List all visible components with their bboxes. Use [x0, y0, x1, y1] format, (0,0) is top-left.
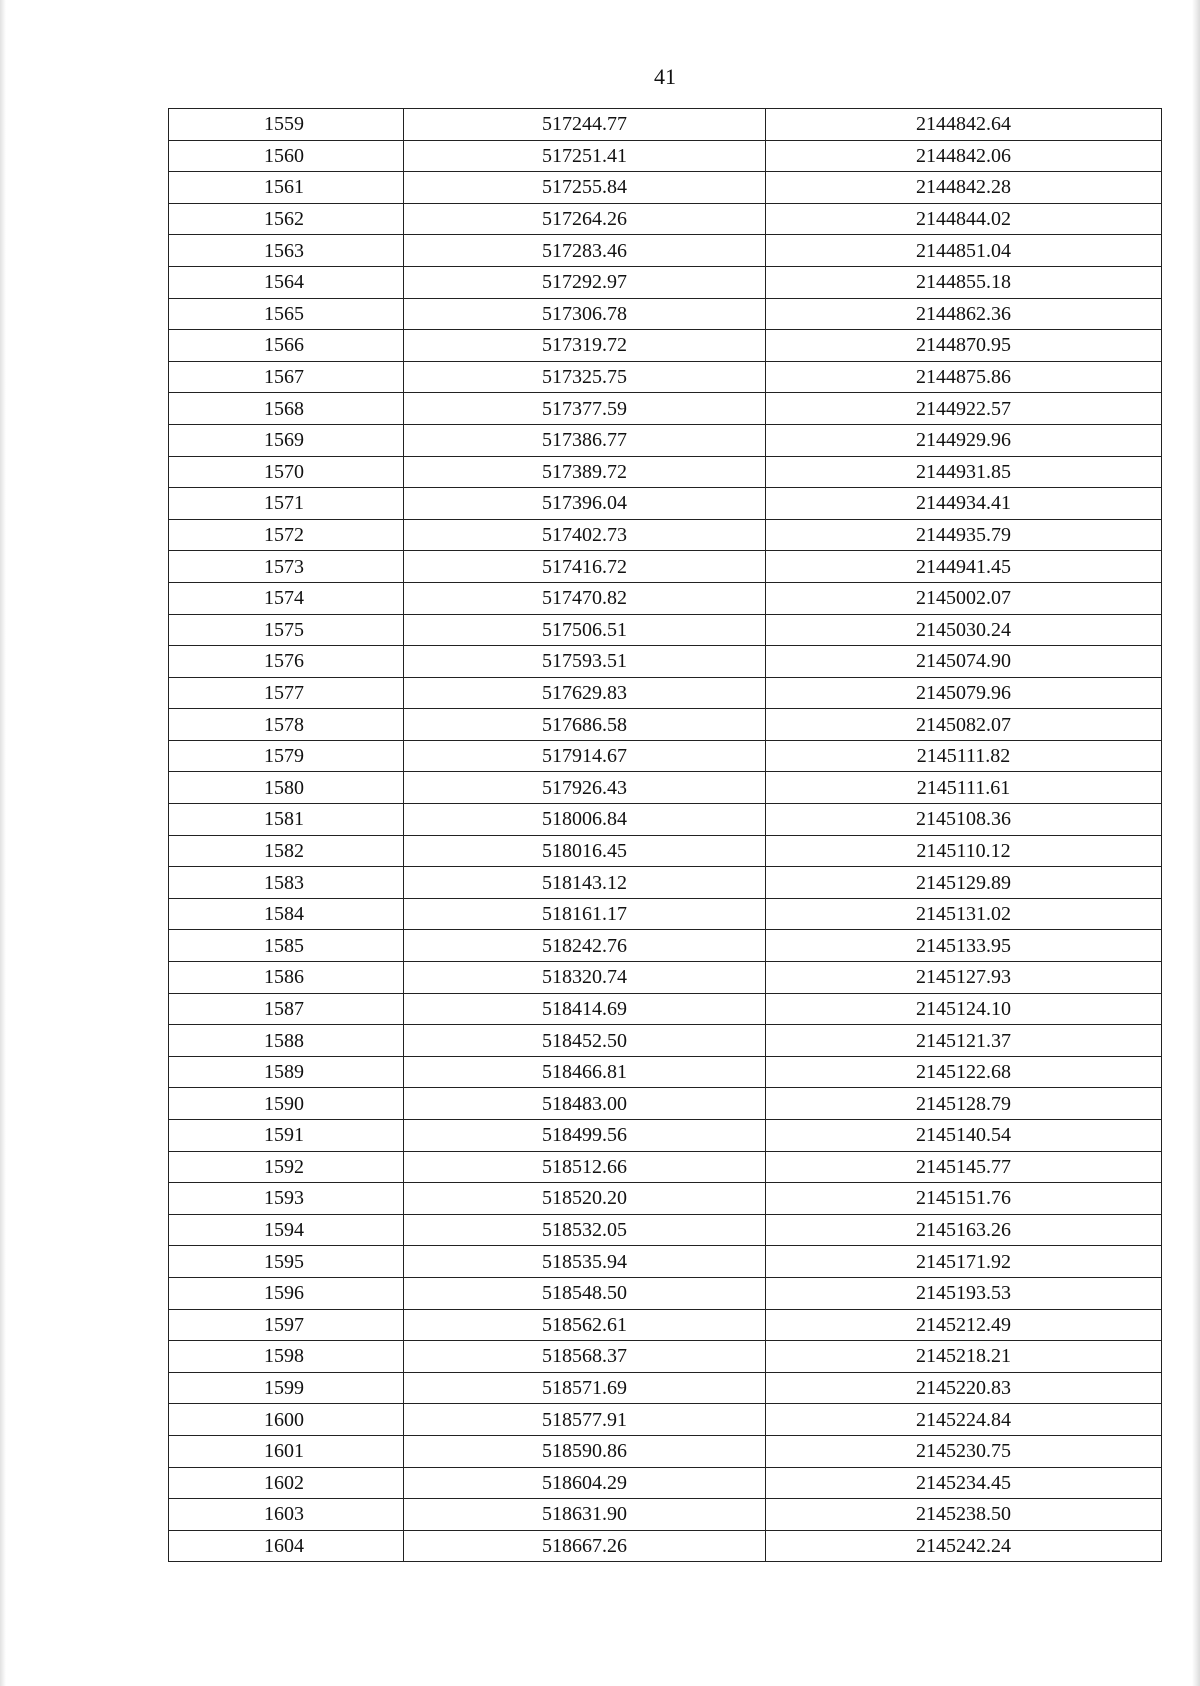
- x-coordinate-cell: 517251.41: [404, 140, 766, 172]
- table-row: [169, 488, 1162, 520]
- table-row: [169, 1151, 1162, 1183]
- point-id-cell: 1601: [169, 1435, 404, 1467]
- page-number: 41: [654, 64, 676, 89]
- x-coordinate-cell: 518016.45: [404, 835, 766, 867]
- point-id-cell: 1577: [169, 677, 404, 709]
- x-coordinate-cell: 518520.20: [404, 1183, 766, 1215]
- y-coordinate-cell: 2145238.50: [766, 1499, 1162, 1531]
- table-row: [169, 1214, 1162, 1246]
- point-id-cell: 1573: [169, 551, 404, 583]
- point-id-cell: 1575: [169, 614, 404, 646]
- y-coordinate-cell: 2145140.54: [766, 1120, 1162, 1152]
- y-coordinate-cell: 2145108.36: [766, 804, 1162, 836]
- y-coordinate-cell: 2145133.95: [766, 930, 1162, 962]
- point-id-cell: 1581: [169, 804, 404, 836]
- y-coordinate-cell: 2144870.95: [766, 330, 1162, 362]
- table-row: [169, 646, 1162, 678]
- y-coordinate-cell: 2145128.79: [766, 1088, 1162, 1120]
- table-row: [169, 867, 1162, 899]
- point-id-cell: 1588: [169, 1025, 404, 1057]
- table-row: [169, 835, 1162, 867]
- point-id-cell: 1572: [169, 519, 404, 551]
- y-coordinate-cell: 2145111.82: [766, 740, 1162, 772]
- y-coordinate-cell: 2144851.04: [766, 235, 1162, 267]
- table-row: [169, 551, 1162, 583]
- y-coordinate-cell: 2144855.18: [766, 266, 1162, 298]
- table-row: [169, 456, 1162, 488]
- y-coordinate-cell: 2144842.64: [766, 109, 1162, 141]
- y-coordinate-cell: 2145079.96: [766, 677, 1162, 709]
- table-row: [169, 1435, 1162, 1467]
- table-row: [169, 1309, 1162, 1341]
- point-id-cell: 1568: [169, 393, 404, 425]
- point-id-cell: 1579: [169, 740, 404, 772]
- table-row: [169, 361, 1162, 393]
- x-coordinate-cell: 518452.50: [404, 1025, 766, 1057]
- table-row: [169, 172, 1162, 204]
- x-coordinate-cell: 517306.78: [404, 298, 766, 330]
- point-id-cell: 1600: [169, 1404, 404, 1436]
- x-coordinate-cell: 518499.56: [404, 1120, 766, 1152]
- y-coordinate-cell: 2145224.84: [766, 1404, 1162, 1436]
- x-coordinate-cell: 517292.97: [404, 266, 766, 298]
- y-coordinate-cell: 2145082.07: [766, 709, 1162, 741]
- point-id-cell: 1567: [169, 361, 404, 393]
- point-id-cell: 1585: [169, 930, 404, 962]
- x-coordinate-cell: 517629.83: [404, 677, 766, 709]
- coordinates-table: [168, 108, 1162, 1562]
- table-row: [169, 393, 1162, 425]
- point-id-cell: 1604: [169, 1530, 404, 1562]
- table-row: [169, 962, 1162, 994]
- y-coordinate-cell: 2145030.24: [766, 614, 1162, 646]
- coordinates-table-container: [168, 108, 1161, 1562]
- x-coordinate-cell: 518006.84: [404, 804, 766, 836]
- point-id-cell: 1576: [169, 646, 404, 678]
- table-row: [169, 1530, 1162, 1562]
- y-coordinate-cell: 2144929.96: [766, 424, 1162, 456]
- y-coordinate-cell: 2145110.12: [766, 835, 1162, 867]
- point-id-cell: 1570: [169, 456, 404, 488]
- table-row: [169, 330, 1162, 362]
- point-id-cell: 1559: [169, 109, 404, 141]
- y-coordinate-cell: 2145145.77: [766, 1151, 1162, 1183]
- table-row: [169, 109, 1162, 141]
- y-coordinate-cell: 2144922.57: [766, 393, 1162, 425]
- x-coordinate-cell: 518590.86: [404, 1435, 766, 1467]
- x-coordinate-cell: 518414.69: [404, 993, 766, 1025]
- y-coordinate-cell: 2144875.86: [766, 361, 1162, 393]
- table-row: [169, 424, 1162, 456]
- point-id-cell: 1593: [169, 1183, 404, 1215]
- x-coordinate-cell: 517470.82: [404, 582, 766, 614]
- x-coordinate-cell: 518535.94: [404, 1246, 766, 1278]
- table-row: [169, 140, 1162, 172]
- x-coordinate-cell: 518562.61: [404, 1309, 766, 1341]
- scan-edge-left: [0, 0, 6, 1686]
- x-coordinate-cell: 517402.73: [404, 519, 766, 551]
- y-coordinate-cell: 2145171.92: [766, 1246, 1162, 1278]
- x-coordinate-cell: 517686.58: [404, 709, 766, 741]
- point-id-cell: 1590: [169, 1088, 404, 1120]
- table-row: [169, 582, 1162, 614]
- y-coordinate-cell: 2145193.53: [766, 1277, 1162, 1309]
- table-row: [169, 614, 1162, 646]
- x-coordinate-cell: 518143.12: [404, 867, 766, 899]
- table-row: [169, 266, 1162, 298]
- point-id-cell: 1560: [169, 140, 404, 172]
- y-coordinate-cell: 2144842.28: [766, 172, 1162, 204]
- y-coordinate-cell: 2145074.90: [766, 646, 1162, 678]
- y-coordinate-cell: 2144862.36: [766, 298, 1162, 330]
- table-row: [169, 993, 1162, 1025]
- y-coordinate-cell: 2145127.93: [766, 962, 1162, 994]
- table-row: [169, 677, 1162, 709]
- x-coordinate-cell: 518568.37: [404, 1341, 766, 1373]
- table-row: [169, 804, 1162, 836]
- y-coordinate-cell: 2145212.49: [766, 1309, 1162, 1341]
- point-id-cell: 1594: [169, 1214, 404, 1246]
- table-row: [169, 930, 1162, 962]
- table-row: [169, 1404, 1162, 1436]
- x-coordinate-cell: 518577.91: [404, 1404, 766, 1436]
- x-coordinate-cell: 517593.51: [404, 646, 766, 678]
- x-coordinate-cell: 517325.75: [404, 361, 766, 393]
- point-id-cell: 1592: [169, 1151, 404, 1183]
- table-row: [169, 1183, 1162, 1215]
- y-coordinate-cell: 2145242.24: [766, 1530, 1162, 1562]
- table-row: [169, 298, 1162, 330]
- x-coordinate-cell: 518532.05: [404, 1214, 766, 1246]
- x-coordinate-cell: 517264.26: [404, 203, 766, 235]
- y-coordinate-cell: 2144844.02: [766, 203, 1162, 235]
- x-coordinate-cell: 518667.26: [404, 1530, 766, 1562]
- y-coordinate-cell: 2145002.07: [766, 582, 1162, 614]
- y-coordinate-cell: 2145151.76: [766, 1183, 1162, 1215]
- y-coordinate-cell: 2145131.02: [766, 898, 1162, 930]
- y-coordinate-cell: 2145122.68: [766, 1056, 1162, 1088]
- table-row: [169, 235, 1162, 267]
- y-coordinate-cell: 2145234.45: [766, 1467, 1162, 1499]
- table-row: [169, 1499, 1162, 1531]
- point-id-cell: 1565: [169, 298, 404, 330]
- x-coordinate-cell: 517283.46: [404, 235, 766, 267]
- point-id-cell: 1574: [169, 582, 404, 614]
- x-coordinate-cell: 517506.51: [404, 614, 766, 646]
- point-id-cell: 1597: [169, 1309, 404, 1341]
- x-coordinate-cell: 518242.76: [404, 930, 766, 962]
- point-id-cell: 1602: [169, 1467, 404, 1499]
- table-row: [169, 1341, 1162, 1373]
- y-coordinate-cell: 2144934.41: [766, 488, 1162, 520]
- point-id-cell: 1596: [169, 1277, 404, 1309]
- y-coordinate-cell: 2145220.83: [766, 1372, 1162, 1404]
- table-row: [169, 1467, 1162, 1499]
- table-row: [169, 740, 1162, 772]
- point-id-cell: 1580: [169, 772, 404, 804]
- point-id-cell: 1561: [169, 172, 404, 204]
- x-coordinate-cell: 518631.90: [404, 1499, 766, 1531]
- x-coordinate-cell: 518320.74: [404, 962, 766, 994]
- y-coordinate-cell: 2145218.21: [766, 1341, 1162, 1373]
- point-id-cell: 1603: [169, 1499, 404, 1531]
- point-id-cell: 1584: [169, 898, 404, 930]
- x-coordinate-cell: 518161.17: [404, 898, 766, 930]
- y-coordinate-cell: 2145230.75: [766, 1435, 1162, 1467]
- point-id-cell: 1571: [169, 488, 404, 520]
- point-id-cell: 1578: [169, 709, 404, 741]
- y-coordinate-cell: 2145124.10: [766, 993, 1162, 1025]
- scan-edge-right: [1192, 0, 1200, 1686]
- x-coordinate-cell: 517396.04: [404, 488, 766, 520]
- x-coordinate-cell: 518483.00: [404, 1088, 766, 1120]
- table-row: [169, 1056, 1162, 1088]
- point-id-cell: 1598: [169, 1341, 404, 1373]
- point-id-cell: 1595: [169, 1246, 404, 1278]
- point-id-cell: 1599: [169, 1372, 404, 1404]
- y-coordinate-cell: 2144931.85: [766, 456, 1162, 488]
- x-coordinate-cell: 517255.84: [404, 172, 766, 204]
- point-id-cell: 1586: [169, 962, 404, 994]
- x-coordinate-cell: 517926.43: [404, 772, 766, 804]
- y-coordinate-cell: 2145163.26: [766, 1214, 1162, 1246]
- point-id-cell: 1591: [169, 1120, 404, 1152]
- point-id-cell: 1562: [169, 203, 404, 235]
- table-row: [169, 203, 1162, 235]
- y-coordinate-cell: 2145111.61: [766, 772, 1162, 804]
- point-id-cell: 1587: [169, 993, 404, 1025]
- table-row: [169, 1088, 1162, 1120]
- y-coordinate-cell: 2144941.45: [766, 551, 1162, 583]
- x-coordinate-cell: 518548.50: [404, 1277, 766, 1309]
- table-row: [169, 1025, 1162, 1057]
- table-row: [169, 772, 1162, 804]
- point-id-cell: 1569: [169, 424, 404, 456]
- point-id-cell: 1563: [169, 235, 404, 267]
- point-id-cell: 1564: [169, 266, 404, 298]
- y-coordinate-cell: 2145121.37: [766, 1025, 1162, 1057]
- x-coordinate-cell: 517319.72: [404, 330, 766, 362]
- y-coordinate-cell: 2145129.89: [766, 867, 1162, 899]
- table-row: [169, 1120, 1162, 1152]
- x-coordinate-cell: 518466.81: [404, 1056, 766, 1088]
- x-coordinate-cell: 517389.72: [404, 456, 766, 488]
- table-row: [169, 519, 1162, 551]
- point-id-cell: 1589: [169, 1056, 404, 1088]
- y-coordinate-cell: 2144935.79: [766, 519, 1162, 551]
- x-coordinate-cell: 518571.69: [404, 1372, 766, 1404]
- table-row: [169, 898, 1162, 930]
- point-id-cell: 1566: [169, 330, 404, 362]
- coordinates-table-body: [169, 109, 1162, 1562]
- point-id-cell: 1583: [169, 867, 404, 899]
- x-coordinate-cell: 517377.59: [404, 393, 766, 425]
- x-coordinate-cell: 518604.29: [404, 1467, 766, 1499]
- x-coordinate-cell: 517386.77: [404, 424, 766, 456]
- point-id-cell: 1582: [169, 835, 404, 867]
- x-coordinate-cell: 518512.66: [404, 1151, 766, 1183]
- table-row: [169, 709, 1162, 741]
- y-coordinate-cell: 2144842.06: [766, 140, 1162, 172]
- table-row: [169, 1372, 1162, 1404]
- x-coordinate-cell: 517244.77: [404, 109, 766, 141]
- x-coordinate-cell: 517416.72: [404, 551, 766, 583]
- table-row: [169, 1277, 1162, 1309]
- table-row: [169, 1246, 1162, 1278]
- x-coordinate-cell: 517914.67: [404, 740, 766, 772]
